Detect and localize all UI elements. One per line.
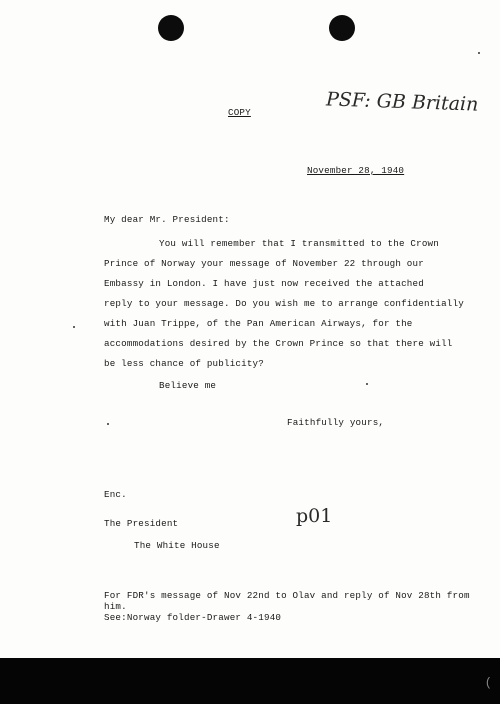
speck	[366, 383, 368, 385]
closing: Faithfully yours,	[287, 417, 385, 428]
punch-hole-left	[158, 15, 184, 41]
believe-me: Believe me	[159, 380, 217, 391]
speck	[73, 326, 75, 328]
copy-label: COPY	[228, 107, 251, 118]
body-line: with Juan Trippe, of the Pan American Airways, for the	[104, 318, 413, 329]
scan-bottom-border	[0, 658, 500, 704]
punch-hole-right	[329, 15, 355, 41]
speck	[107, 423, 109, 425]
body-line: You will remember that I transmitted to the Crown	[159, 238, 439, 249]
enclosure: Enc.	[104, 489, 127, 500]
page-mark: p01	[296, 505, 333, 527]
body-line: reply to your message. Do you wish me to arrange confidentially	[104, 298, 464, 309]
addressee-line1: The President	[104, 518, 179, 529]
file-annotation: PSF: GB Britain	[325, 88, 479, 116]
letter-date: November 28, 1940	[307, 165, 405, 176]
scan-edge-mark: (	[484, 676, 492, 690]
body-line: Embassy in London. I have just now received the attached	[104, 278, 424, 289]
body-line: accommodations desired by the Crown Prince so that there will	[104, 338, 453, 349]
salutation: My dear Mr. President:	[104, 214, 230, 225]
speck	[478, 52, 480, 54]
note-line2: him.	[104, 601, 127, 612]
body-line: be less chance of publicity?	[104, 358, 264, 369]
note-line3: See:Norway folder-Drawer 4-1940	[104, 612, 282, 623]
addressee-line2: The White House	[134, 540, 220, 551]
body-line: Prince of Norway your message of November 22 through our	[104, 258, 424, 269]
note-line1: For FDR's message of Nov 22nd to Olav and reply of Nov 28th from	[104, 590, 470, 601]
